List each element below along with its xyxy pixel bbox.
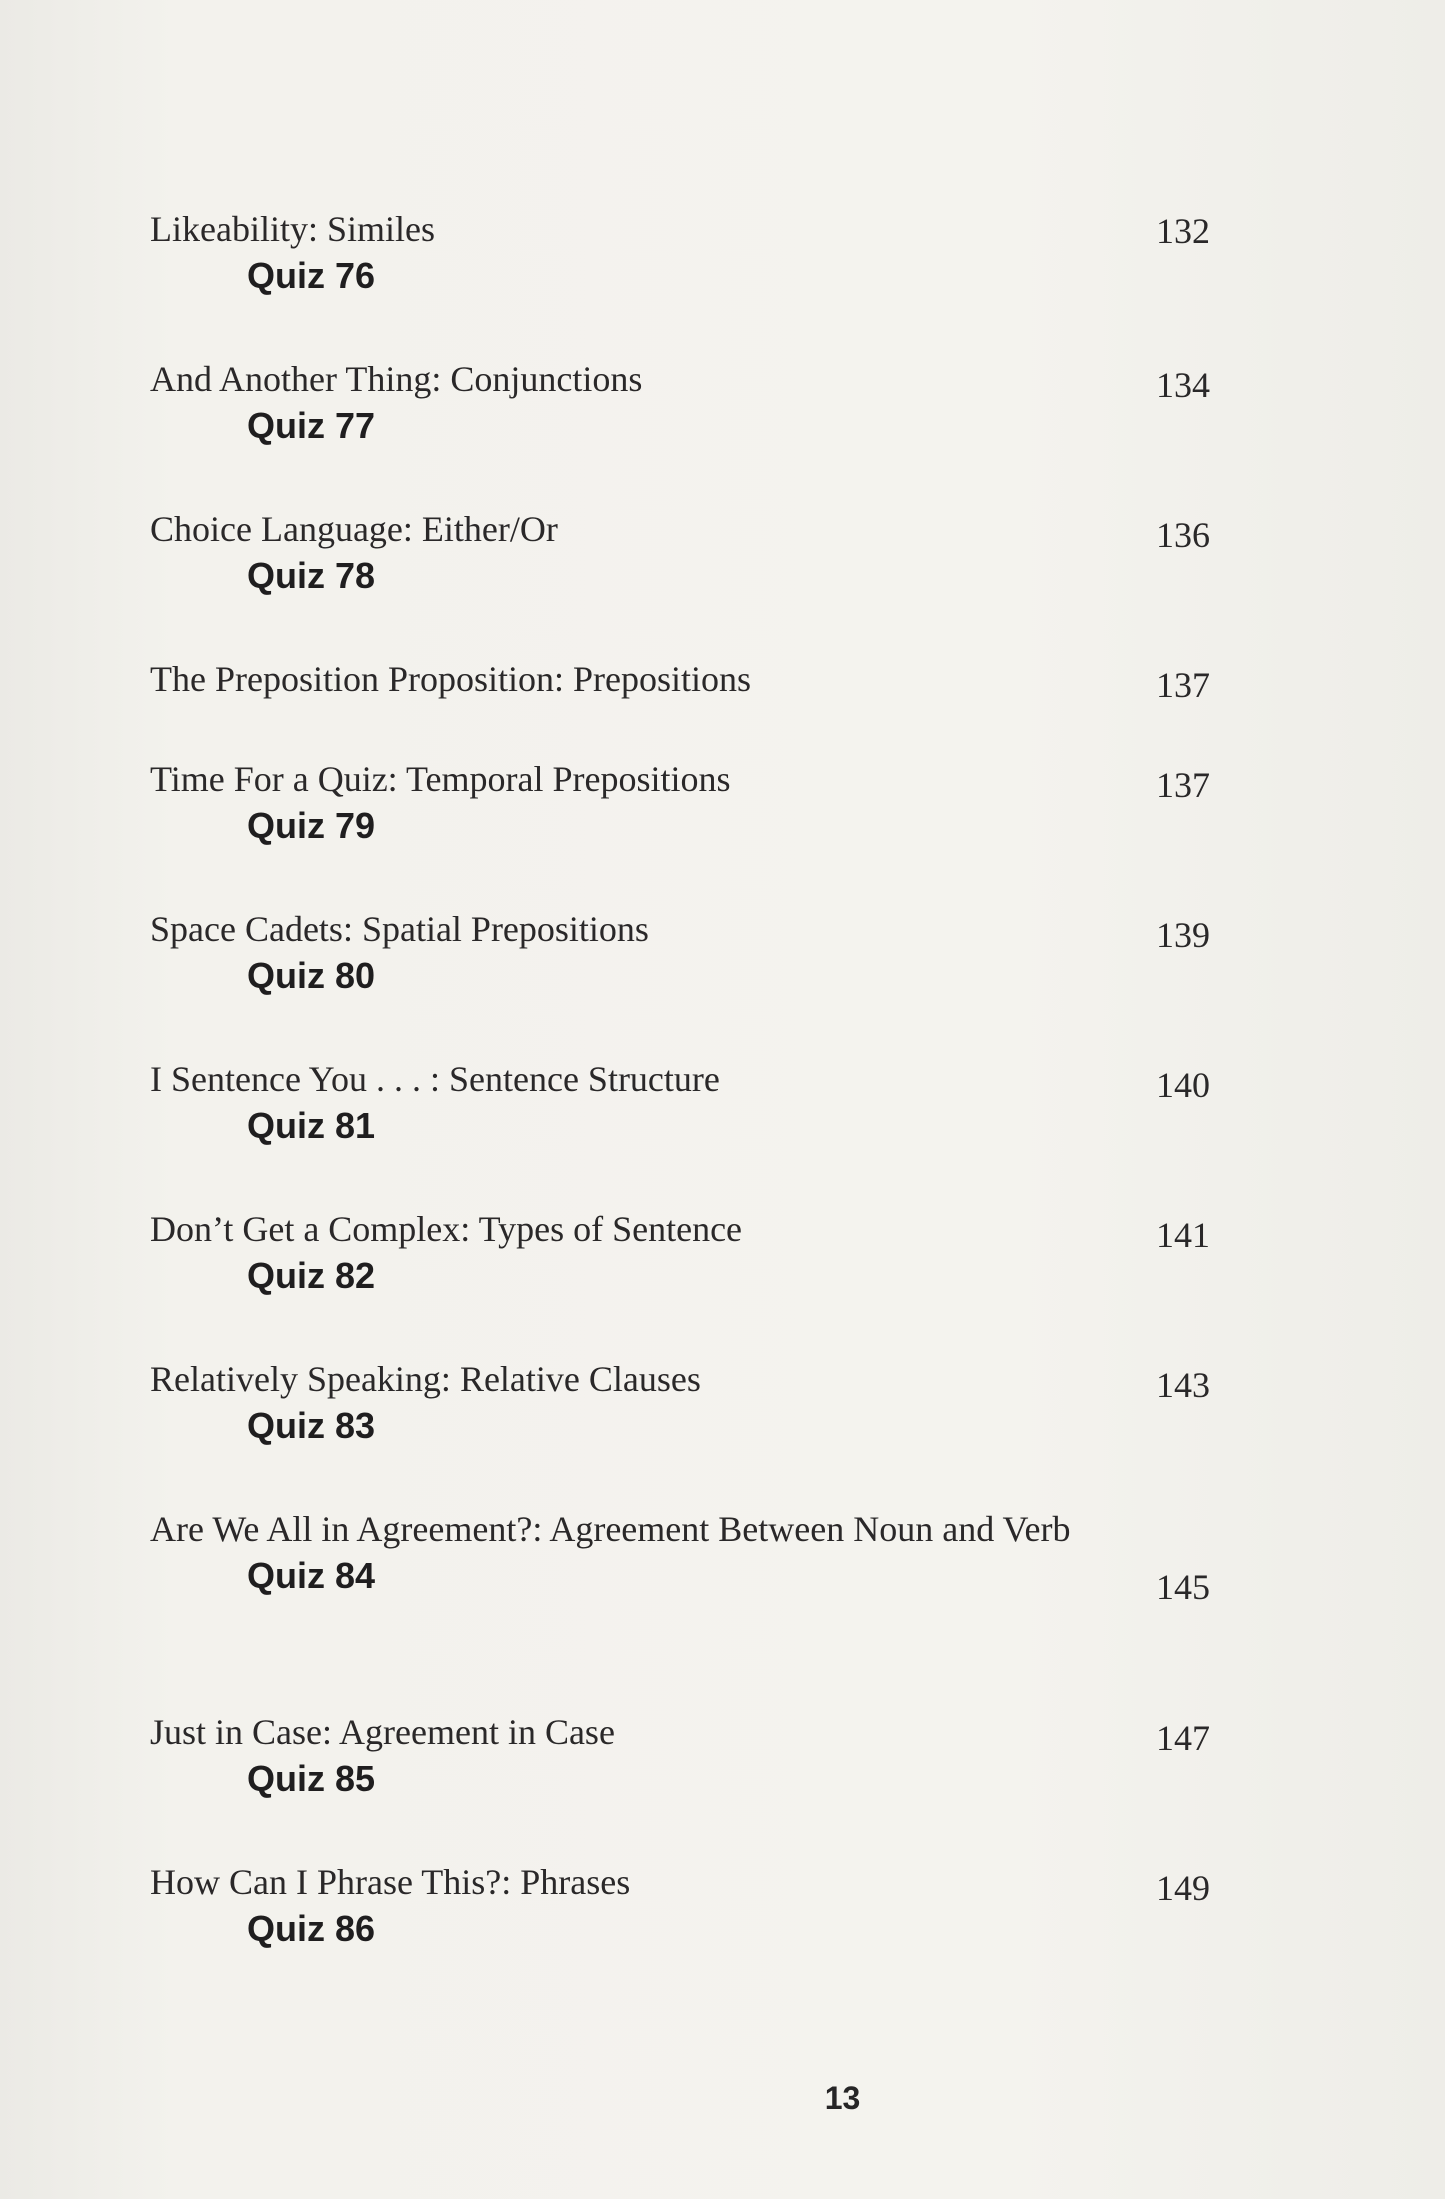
entry-page-number: 134	[1156, 365, 1210, 405]
toc-entry-sentence-structure	[150, 1055, 1210, 1149]
toc-entry-prepositions	[150, 655, 1210, 703]
toc-entry-relative-clauses	[150, 1355, 1210, 1449]
entry-title: Space Cadets: Spatial Prepositions	[150, 909, 649, 949]
toc-entry-phrases	[150, 1858, 1210, 1952]
toc-entry-conjunctions	[150, 355, 1210, 449]
entry-page-number: 132	[1156, 211, 1210, 251]
entry-title: Choice Language: Either/Or	[150, 509, 558, 549]
entry-title: Just in Case: Agreement in Case	[150, 1712, 615, 1752]
entry-title: The Preposition Proposition: Prepositions	[150, 659, 752, 699]
entry-title: Don’t Get a Complex: Types of Sentence	[150, 1209, 743, 1249]
entry-page-number: 141	[1156, 1215, 1210, 1255]
toc-entry-temporal-prepositions	[150, 755, 1210, 849]
entry-page-number: 139	[1156, 915, 1210, 955]
entry-page-number: 136	[1156, 515, 1210, 555]
entry-title: Are We All in Agreement?: Agreement Between Noun and Verb	[150, 1509, 1071, 1549]
entry-title: Relatively Speaking: Relative Clauses	[150, 1359, 701, 1399]
entry-quiz: Quiz 86	[247, 1908, 376, 1949]
entry-quiz: Quiz 83	[247, 1405, 376, 1446]
toc-entry-agreement-in-case	[150, 1708, 1210, 1802]
entry-page-number: 140	[1156, 1065, 1210, 1105]
entry-page-number: 145	[1156, 1567, 1210, 1607]
entry-quiz: Quiz 82	[247, 1255, 376, 1296]
toc-entry-similes	[150, 205, 1210, 299]
page-number-footer: 13	[824, 2080, 861, 2116]
entry-title: I Sentence You . . . : Sentence Structure	[150, 1059, 720, 1099]
entry-quiz: Quiz 76	[247, 255, 376, 296]
entry-quiz: Quiz 84	[247, 1555, 376, 1596]
entry-title: Time For a Quiz: Temporal Prepositions	[150, 759, 731, 799]
entry-quiz: Quiz 85	[247, 1758, 376, 1799]
entry-page-number: 137	[1156, 765, 1210, 805]
entry-title: And Another Thing: Conjunctions	[150, 359, 643, 399]
entry-title: How Can I Phrase This?: Phrases	[150, 1862, 631, 1902]
toc-entry-either-or	[150, 505, 1210, 599]
entry-page-number: 149	[1156, 1868, 1210, 1908]
entry-quiz: Quiz 78	[247, 555, 376, 596]
entry-page-number: 147	[1156, 1718, 1210, 1758]
entry-quiz: Quiz 79	[247, 805, 376, 846]
entry-title: Likeability: Similes	[150, 209, 435, 249]
entry-quiz: Quiz 77	[247, 405, 376, 446]
toc-entry-noun-verb-agreement	[150, 1505, 1210, 1607]
entry-quiz: Quiz 81	[247, 1105, 376, 1146]
entry-quiz: Quiz 80	[247, 955, 376, 996]
toc-entry-types-of-sentence	[150, 1205, 1210, 1299]
toc-entry-spatial-prepositions	[150, 905, 1210, 999]
entry-page-number: 137	[1156, 665, 1210, 705]
entry-page-number: 143	[1156, 1365, 1210, 1405]
